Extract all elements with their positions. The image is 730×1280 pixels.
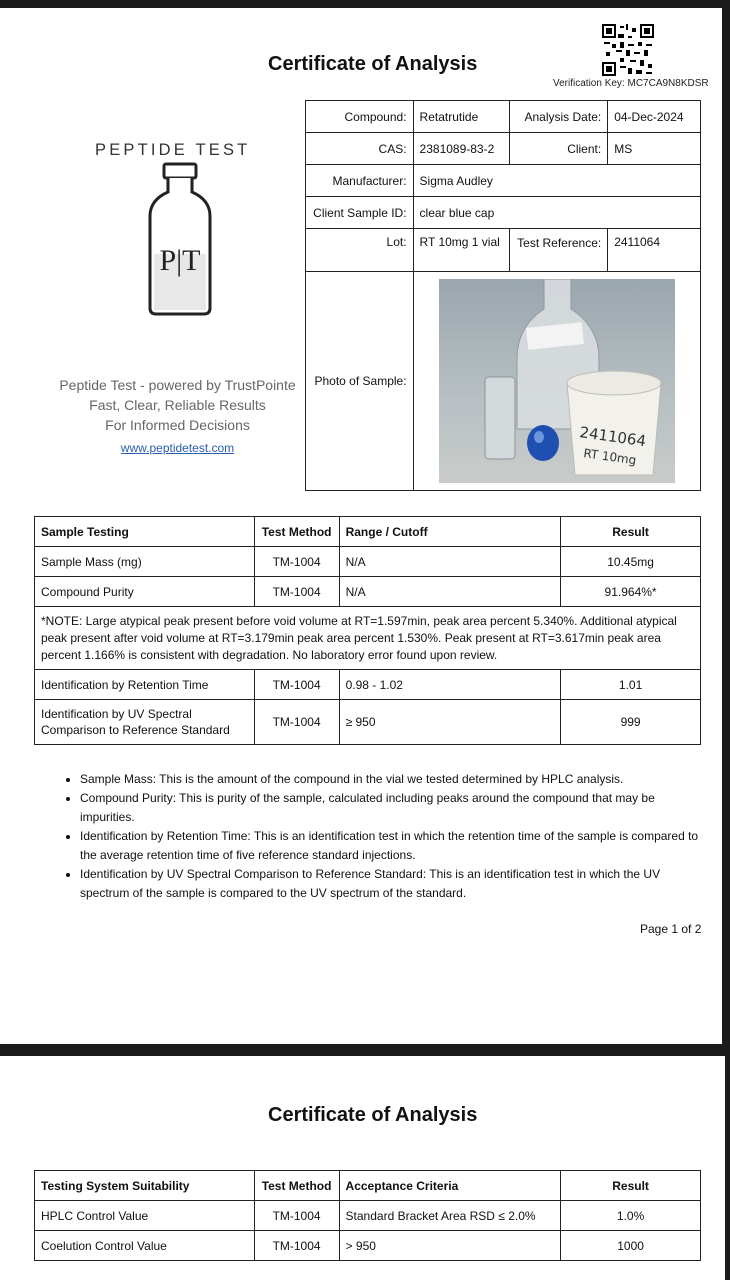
table-row <box>35 670 701 700</box>
analysis-date-value: 04-Dec-2024 <box>608 101 701 133</box>
row-method: TM-1004 <box>254 700 339 745</box>
table-row <box>35 700 701 745</box>
col-result: Result <box>561 1171 701 1201</box>
col-testing-system: Testing System Suitability <box>35 1171 255 1201</box>
row-test-name: Coelution Control Value <box>35 1231 255 1261</box>
row-test-name: Sample Mass (mg) <box>35 547 255 577</box>
row-range: N/A <box>339 547 561 577</box>
row-test-name: Identification by Retention Time <box>35 670 255 700</box>
test-reference-label: Test Reference: <box>510 229 608 272</box>
list-item: • Identification by Retention Time: This is an identification test in which the retention time of the sample is compared to the average retention time of five reference standard injections. <box>80 827 710 865</box>
lot-value: RT 10mg 1 vial <box>413 229 510 272</box>
row-range: N/A <box>339 577 561 607</box>
brand-mark: P|T <box>159 244 201 277</box>
page-1 <box>0 8 722 1044</box>
row-criteria: > 950 <box>339 1231 561 1261</box>
client-value: MS <box>608 133 701 165</box>
table-row <box>35 577 701 607</box>
note-text: *NOTE: Large atypical peak present before void volume at RT=1.597min, peak area percent 5.340%. Additional atypical peak present after void volume at RT=3.179min peak area percent 1.530%. Peak present at RT=3.617min peak area percent 1.166% is consistent with degradation. No laboratory error found upon review. <box>35 607 701 670</box>
manufacturer-value: Sigma Audley <box>413 165 700 197</box>
table-row <box>35 547 701 577</box>
definitions-list <box>60 770 710 903</box>
analysis-date-label: Analysis Date: <box>510 101 608 133</box>
verification-key: Verification Key: MC7CA9N8KDSR <box>553 78 709 89</box>
qr-code-icon <box>602 24 654 76</box>
row-method: TM-1004 <box>254 670 339 700</box>
col-result: Result <box>561 517 701 547</box>
sample-photo <box>439 279 675 483</box>
row-method: TM-1004 <box>254 1201 339 1231</box>
list-item: • Sample Mass: This is the amount of the compound in the vial we tested determined by HPLC analysis. <box>80 770 710 789</box>
row-result: 10.45mg <box>561 547 701 577</box>
row-result: 999 <box>561 700 701 745</box>
cas-value: 2381089-83-2 <box>413 133 510 165</box>
row-method: TM-1004 <box>254 577 339 607</box>
col-test-method: Test Method <box>254 517 339 547</box>
row-result: 91.964%* <box>561 577 701 607</box>
manufacturer-label: Manufacturer: <box>306 165 414 197</box>
col-range-cutoff: Range / Cutoff <box>339 517 561 547</box>
list-item: • Compound Purity: This is purity of the sample, calculated including peaks around the compound that may be impurities. <box>80 789 710 827</box>
col-acceptance-criteria: Acceptance Criteria <box>339 1171 561 1201</box>
system-suitability-table <box>34 1170 701 1261</box>
row-method: TM-1004 <box>254 1231 339 1261</box>
brand-name: PEPTIDE TEST <box>95 141 251 159</box>
lot-label: Lot: <box>306 229 414 272</box>
row-criteria: Standard Bracket Area RSD ≤ 2.0% <box>339 1201 561 1231</box>
client-sample-id-value: clear blue cap <box>413 197 700 229</box>
table-row <box>35 1231 701 1261</box>
row-result: 1000 <box>561 1231 701 1261</box>
cup-label-ref: 2411064 <box>577 423 647 451</box>
compound-value: Retatrutide <box>413 101 510 133</box>
brand-tagline: Peptide Test - powered by TrustPointe Fast, Clear, Reliable Results For Informed Decisions <box>59 377 296 433</box>
test-reference-value: 2411064 <box>608 229 701 272</box>
row-range: 0.98 - 1.02 <box>339 670 561 700</box>
cas-label: CAS: <box>306 133 414 165</box>
page-2-title: Certificate of Analysis <box>268 1104 478 1126</box>
sample-testing-table <box>34 516 701 745</box>
cup-label-lot: RT 10mg <box>582 446 637 468</box>
page-title: Certificate of Analysis <box>268 53 478 75</box>
row-test-name: Identification by UV Spectral Comparison to Reference Standard <box>35 700 255 745</box>
page-number: Page 1 of 2 <box>640 922 702 936</box>
row-test-name: HPLC Control Value <box>35 1201 255 1231</box>
table-row <box>35 1201 701 1231</box>
sample-info-table <box>305 100 701 491</box>
photo-label: Photo of Sample: <box>306 272 414 491</box>
row-result: 1.0% <box>561 1201 701 1231</box>
row-test-name: Compound Purity <box>35 577 255 607</box>
list-item: • Identification by UV Spectral Comparison to Reference Standard: This is an identification test in which the UV spectrum of the sample is compared to the UV spectrum of the standard. <box>80 865 710 903</box>
row-range: ≥ 950 <box>339 700 561 745</box>
col-sample-testing: Sample Testing <box>35 517 255 547</box>
sample-photo-cell <box>413 272 700 491</box>
row-result: 1.01 <box>561 670 701 700</box>
row-method: TM-1004 <box>254 547 339 577</box>
client-label: Client: <box>510 133 608 165</box>
col-test-method: Test Method <box>254 1171 339 1201</box>
vial-logo-icon <box>140 158 220 328</box>
top-border <box>0 0 730 8</box>
compound-label: Compound: <box>306 101 414 133</box>
page-2 <box>0 1056 725 1280</box>
client-sample-id-label: Client Sample ID: <box>306 197 414 229</box>
website-link[interactable]: www.peptidetest.com <box>120 441 235 455</box>
